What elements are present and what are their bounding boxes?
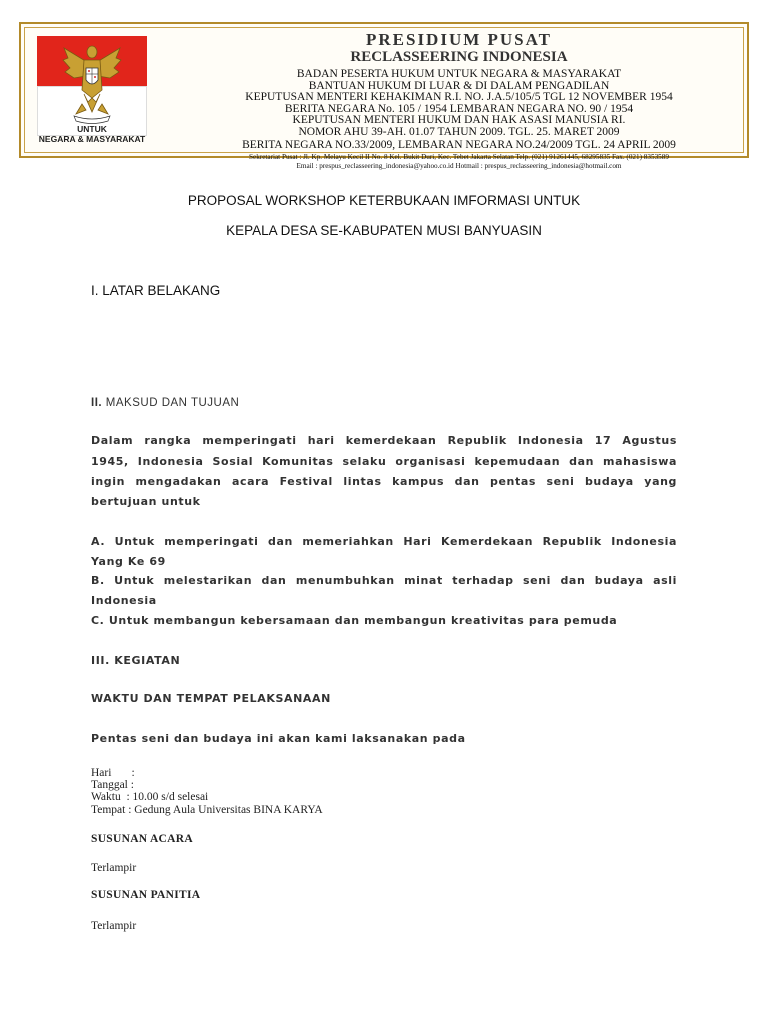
letterhead-text-block xyxy=(181,30,737,171)
subsection-time-place: WAKTU DAN TEMPAT PELAKSANAAN xyxy=(91,692,331,705)
letterhead-line: NOMOR AHU 39-AH. 01.07 TAHUN 2009. TGL. 25. MARET 2009 xyxy=(298,125,620,138)
committee-value: Terlampir xyxy=(91,920,137,932)
letterhead-email: Email : prespus_reclasseering_indonesia@yahoo.co.id Hotmail : prespus_reclasseering_indonesia@hotmail.com xyxy=(296,161,622,170)
letterhead-line: KEPUTUSAN MENTERI KEHAKIMAN R.I. NO. J.A.5/105/5 TGL 12 NOVEMBER 1954 xyxy=(245,91,673,103)
intro-line: ingin mengadakan acara Festival lintas kampus dan pentas seni budaya yang xyxy=(91,475,677,488)
section-heading-activities: III. KEGIATAN xyxy=(91,654,181,667)
goal-a-line2: Yang Ke 69 xyxy=(91,555,166,568)
letterhead-line: BERITA NEGARA No. 105 / 1954 LEMBARAN NEGARA NO. 90 / 1954 xyxy=(284,102,634,115)
schedule-date: Tanggal : xyxy=(91,779,134,791)
letterhead-line: BADAN PESERTA HUKUM UNTUK NEGARA & MASYARAKAT xyxy=(296,68,622,80)
document-title-line2: KEPALA DESA SE-KABUPATEN MUSI BANYUASIN xyxy=(226,223,542,238)
goal-a-line1: A. Untuk memperingati dan memeriahkan Hari Kemerdekaan Republik Indonesia xyxy=(91,535,677,548)
garuda-emblem xyxy=(37,36,147,136)
intro-line: 1945, Indonesia Sosial Komunitas selaku organisasi kepemudaan dan mahasiswa xyxy=(91,455,677,468)
letterhead-line: BANTUAN HUKUM DI LUAR & DI DALAM PENGADILAN xyxy=(308,79,610,92)
time-intro: Pentas seni dan budaya ini akan kami laksanakan pada xyxy=(91,732,466,745)
emblem-caption-line1: UNTUK xyxy=(77,124,107,134)
intro-line: Dalam rangka memperingati hari kemerdekaan Republik Indonesia 17 Agustus xyxy=(91,434,677,447)
committee-heading: SUSUNAN PANITIA xyxy=(91,889,201,901)
emblem-caption-line2: NEGARA & MASYARAKAT xyxy=(38,134,146,144)
goal-b-line2: Indonesia xyxy=(91,594,157,607)
agenda-value: Terlampir xyxy=(91,862,137,874)
schedule-time: Waktu : 10.00 s/d selesai xyxy=(91,791,209,803)
schedule-place: Tempat : Gedung Aula Universitas BINA KARYA xyxy=(91,804,323,816)
section-number: II. xyxy=(91,397,103,409)
section-title: MAKSUD DAN TUJUAN xyxy=(105,397,240,409)
section-heading-background: I. LATAR BELAKANG xyxy=(91,283,221,298)
goal-c: C. Untuk membangun kebersamaan dan membangun kreativitas para pemuda xyxy=(91,614,618,627)
garuda-icon xyxy=(62,42,122,124)
intro-line: bertujuan untuk xyxy=(91,495,201,508)
org-title: PRESIDIUM PUSAT xyxy=(365,30,552,49)
schedule-day: Hari : xyxy=(91,767,135,779)
letterhead xyxy=(19,22,749,170)
document-title-line1: PROPOSAL WORKSHOP KETERBUKAAN IMFORMASI UNTUK xyxy=(187,193,581,208)
emblem-caption xyxy=(35,124,149,144)
letterhead-line: BERITA NEGARA NO.33/2009, LEMBARAN NEGARA NO.24/2009 TGL. 24 APRIL 2009 xyxy=(242,139,676,151)
org-subtitle: RECLASSEERING INDONESIA xyxy=(350,49,568,65)
agenda-heading: SUSUNAN ACARA xyxy=(91,833,193,845)
letterhead-line: KEPUTUSAN MENTERI HUKUM DAN HAK ASASI MANUSIA RI. xyxy=(292,114,626,126)
section-heading-purpose xyxy=(91,397,239,409)
goal-b-line1: B. Untuk melestarikan dan menumbuhkan minat terhadap seni dan budaya asli xyxy=(91,574,677,587)
letterhead-address: Sekretariat Pusat : Jl. Kp. Melayu Kecil II No. 8 Kel. Bukit Duri, Kec. Tebet Jakarta Selatan Telp. (021) 91261445, 68295835 Fax. (021) 8353589 xyxy=(249,152,669,161)
